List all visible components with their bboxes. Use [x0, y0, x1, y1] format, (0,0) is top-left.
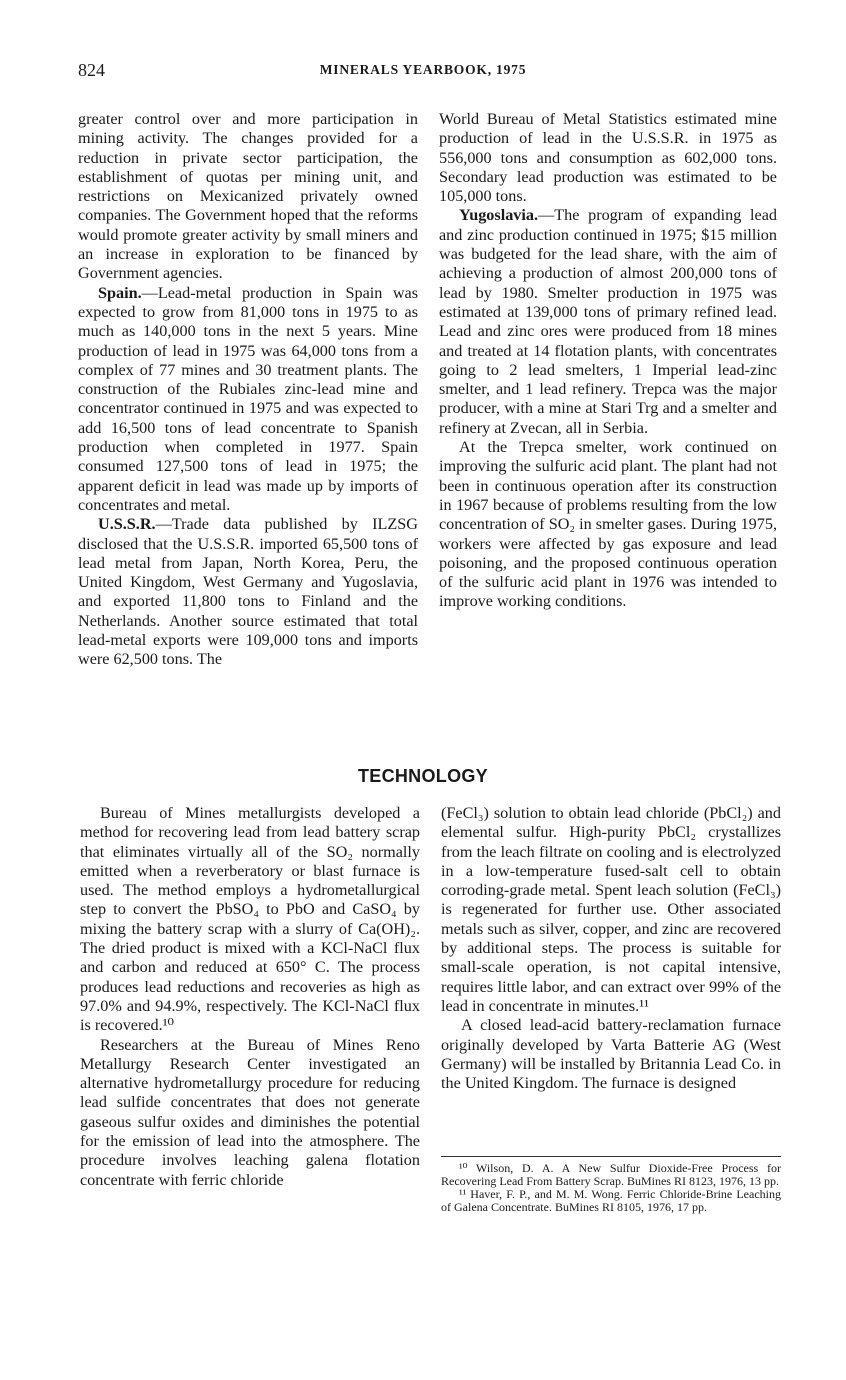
run-in-heading: Yugoslavia. — [459, 206, 539, 225]
section-heading: TECHNOLOGY — [357, 766, 488, 786]
paragraph-text: Bureau of Mines metallurgists developed a method for recovering lead from lead battery scrap that eliminates virtually all of the SO₂ normally emitted when a reverberatory or blast furnace is used. The method employs a hydrometallurgical step to convert the PbSO₄ to PbO and CaSO₄ by mixing the battery scrap with a slurry of Ca(OH)₂. The dried product is mixed with a KCl-NaCl flux and carbon and reduced at 650° C. The process produces lead reductions and recoveries as high as 97.0% and 94.9%, respectively. The KCl-NaCl flux is recovered.¹⁰ — [80, 804, 420, 1035]
run-in-heading: U.S.S.R. — [98, 515, 156, 534]
paragraph-text: greater control over and more participation in mining activity. The changes provided for a reduction in private sector participation, the establishment of quotas per mining unit, and restrictions on Mexicanized privately owned companies. The Government hoped that the reforms would promote greater activity by small miners and an increase in exploration to be financed by Government agencies. — [78, 110, 418, 283]
paragraph-text: —The program of expanding lead and zinc production continued in 1975; $15 million was budgeted for the lead share, with the aim of achieving a production of almost 200,000 tons of lead by 1980. Smelter production in 1975 was estimated at 139,000 tons of primary refined lead. Lead and zinc ores were produced from 18 mines and treated at 14 flotation plants, with concentrates going to 2 lead smelters, 1 Imperial lead-zinc smelter, and 1 lead refinery. Trepca was the major producer, with a mine at Stari Trg and a smelter and refinery at Zvecan, all in Serbia. — [439, 206, 777, 437]
paragraph-text: —Trade data published by ILZSG disclosed that the U.S.S.R. imported 65,500 tons of lead metal from Japan, North Korea, Peru, the United Kingdom, West Germany and Yugoslavia, and exported 11,800 tons to Finland and the Netherlands. Another source estimated that total lead-metal exports were 109,000 tons and imports were 62,500 tons. The — [78, 515, 418, 669]
bottom-left-column — [80, 804, 420, 1190]
paragraph-ussr — [78, 515, 418, 669]
paragraph-text: (FeCl₃) solution to obtain lead chloride (PbCl₂) and elemental sulfur. High-purity PbCl₂ crystallizes from the leach filtrate on cooling and is electrolyzed in a low-temperature fused-salt cell to obtain corroding-grade metal. Spent leach solution (FeCl₃) is regenerated for further use. Other associated metals such as silver, copper, and zinc are recovered by additional steps. The process is suitable for small-scale operation, is not capital intensive, requires little labor, and can extract over 99% of the lead in concentrate in minutes.¹¹ — [441, 804, 781, 1015]
paragraph-text: Researchers at the Bureau of Mines Reno Metallurgy Research Center investigated an alternative hydrometallurgy procedure for reducing lead sulfide concentrates that does not generate gaseous sulfur oxides and diminishes the potential for the emission of lead into the atmosphere. The procedure involves leaching galena flotation concentrate with ferric chloride — [80, 1035, 420, 1189]
paragraph — [80, 804, 420, 1036]
paragraph — [441, 804, 781, 1016]
paragraph-text: —Lead-metal production in Spain was expected to grow from 81,000 tons in 1975 to as much as 140,000 tons in the next 5 years. Mine production of lead in 1975 was 64,000 tons from a complex of 77 mines and 30 treatment plants. The construction of the Rubiales zinc-lead mine and concentrator continued in 1975 and was expected to add 16,500 tons of lead concentrate to Spanish production when completed in 1977. Spain consumed 127,500 tons of lead in 1975; the apparent deficit in lead was made up by imports of concentrates and metal. — [78, 283, 418, 514]
top-right-column — [439, 110, 777, 612]
paragraph — [439, 438, 777, 612]
top-left-column — [78, 110, 418, 670]
footnote: ¹¹ Haver, F. P., and M. M. Wong. Ferric Chloride-Brine Leaching of Galena Concentrate. BuMines RI 8105, 1976, 17 pp. — [441, 1187, 781, 1214]
paragraph — [439, 110, 777, 206]
paragraph-yugoslavia — [439, 206, 777, 438]
paragraph — [441, 1016, 781, 1093]
paragraph-text: World Bureau of Metal Statistics estimated mine production of lead in the U.S.S.R. in 1975 as 556,000 tons and consumption as 602,000 tons. Secondary lead production was estimated to be 105,000 tons. — [439, 110, 777, 206]
running-title: MINERALS YEARBOOK, 1975 — [319, 62, 527, 77]
paragraph-text: At the Trepca smelter, work continued on improving the sulfuric acid plant. The plant had not been in continuous operation after its construction in 1967 because of problems resulting from the low concentration of SO₂ in smelter gases. During 1975, workers were affected by gas exposure and lead poisoning, and the proposed continuous operation of the sulfuric acid plant in 1976 was intended to improve working conditions. — [439, 438, 777, 611]
paragraph-spain — [78, 284, 418, 516]
page-number: 824 — [78, 60, 105, 80]
footnote: ¹⁰ Wilson, D. A. A New Sulfur Dioxide-Free Process for Recovering Lead From Battery Scrap. BuMines RI 8123, 1976, 13 pp. — [441, 1161, 781, 1188]
page-header — [0, 60, 846, 84]
run-in-heading: Spain. — [98, 283, 142, 302]
footnotes — [441, 1156, 781, 1214]
paragraph — [78, 110, 418, 284]
paragraph-text: A closed lead-acid battery-reclamation furnace originally developed by Varta Batterie AG (West Germany) will be installed by Britannia Lead Co. in the United Kingdom. The furnace is designed — [441, 1016, 781, 1093]
bottom-right-column — [441, 804, 781, 1093]
paragraph — [80, 1036, 420, 1190]
